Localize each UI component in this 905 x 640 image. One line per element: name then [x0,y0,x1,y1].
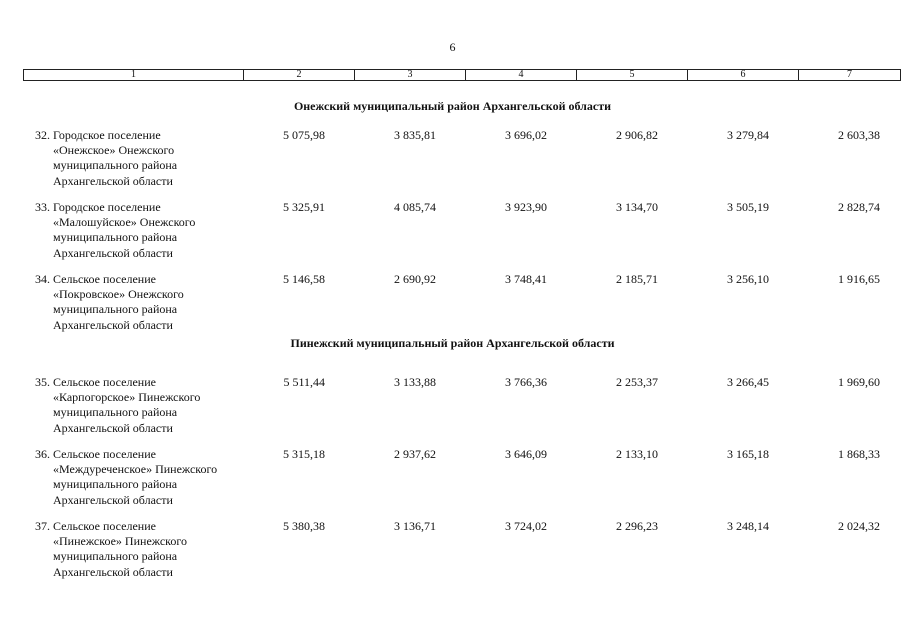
cell-col-7: 1 868,33 [838,447,880,461]
row-number: 36. [35,447,50,461]
header-col-6: 6 [687,70,798,80]
row-number: 33. [35,200,50,214]
section-title: Пинежский муниципальный район Архангельской области [290,336,615,350]
page-number: 6 [449,40,456,54]
cell-col-2: 5 315,18 [283,447,325,461]
header-col-1: 1 [131,69,136,80]
table-row [0,200,905,270]
cell-col-4: 3 646,09 [505,447,547,461]
cell-col-7: 2 828,74 [838,200,880,214]
cell-col-5: 2 253,37 [616,375,658,389]
row-number: 37. [35,519,50,533]
cell-col-6: 3 165,18 [727,447,769,461]
cell-col-5: 2 185,71 [616,272,658,286]
cell-col-3: 3 133,88 [394,375,436,389]
cell-col-6: 3 266,45 [727,375,769,389]
header-col-3: 3 [354,70,465,80]
section-title: Онежский муниципальный район Архангельской области [293,99,612,113]
header-col-5: 5 [576,70,687,80]
cell-col-3: 2 690,92 [394,272,436,286]
row-name: Городское поселение «Онежское» Онежского муниципального района Архангельской области [53,128,178,188]
cell-col-4: 3 923,90 [505,200,547,214]
header-col-7: 7 [798,70,900,80]
row-number: 32. [35,128,50,142]
cell-col-7: 2 603,38 [838,128,880,142]
cell-col-6: 3 248,14 [727,519,769,533]
row-name: Сельское поселение «Покровское» Онежского муниципального района Архангельской области [53,272,184,332]
table-row [0,519,905,589]
cell-col-2: 5 146,58 [283,272,325,286]
row-name: Сельское поселение «Междуреченское» Пинежского муниципального района Архангельской области [53,447,218,507]
cell-col-4: 3 766,36 [505,375,547,389]
header-col-2: 2 [243,70,354,80]
cell-col-5: 2 133,10 [616,447,658,461]
cell-col-4: 3 724,02 [505,519,547,533]
cell-col-7: 2 024,32 [838,519,880,533]
row-name: Сельское поселение «Карпогорское» Пинежского муниципального района Архангельской области [53,375,201,435]
cell-col-6: 3 279,84 [727,128,769,142]
cell-col-5: 2 296,23 [616,519,658,533]
table-row [0,375,905,445]
cell-col-5: 3 134,70 [616,200,658,214]
cell-col-7: 1 916,65 [838,272,880,286]
cell-col-2: 5 075,98 [283,128,325,142]
row-number: 35. [35,375,50,389]
cell-col-5: 2 906,82 [616,128,658,142]
table-row [0,128,905,198]
cell-col-6: 3 256,10 [727,272,769,286]
cell-col-3: 2 937,62 [394,447,436,461]
cell-col-3: 4 085,74 [394,200,436,214]
cell-col-7: 1 969,60 [838,375,880,389]
row-number: 34. [35,272,50,286]
table-row [0,272,905,342]
row-name: Сельское поселение «Пинежское» Пинежского муниципального района Архангельской области [53,519,188,579]
cell-col-4: 3 696,02 [505,128,547,142]
cell-col-3: 3 835,81 [394,128,436,142]
header-col-4: 4 [465,70,576,80]
row-name: Городское поселение «Малошуйское» Онежского муниципального района Архангельской области [53,200,196,260]
table-row [0,447,905,517]
cell-col-2: 5 511,44 [283,375,325,389]
cell-col-6: 3 505,19 [727,200,769,214]
cell-col-4: 3 748,41 [505,272,547,286]
cell-col-3: 3 136,71 [394,519,436,533]
cell-col-2: 5 325,91 [283,200,325,214]
cell-col-2: 5 380,38 [283,519,325,533]
table-header-row [23,69,901,81]
